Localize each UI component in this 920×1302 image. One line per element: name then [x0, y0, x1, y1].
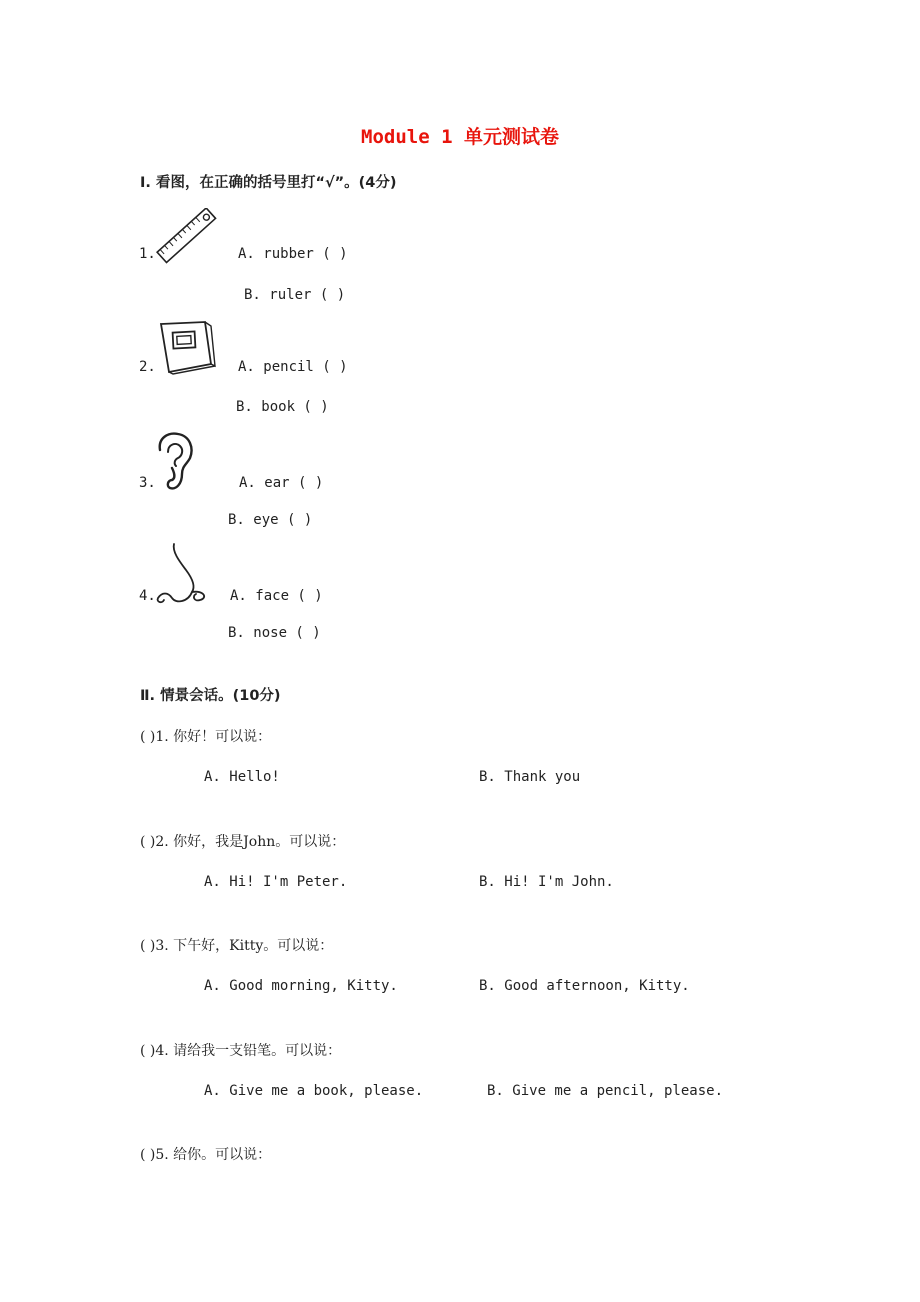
- item-number: 2.: [139, 359, 156, 375]
- section1-heading: Ⅰ. 看图，在正确的括号里打“√”。(4分): [140, 175, 397, 191]
- item-number: 4.: [139, 588, 156, 604]
- option-b: B. ruler ( ): [244, 287, 346, 303]
- option-b: B. Hi! I'm John.: [479, 874, 614, 890]
- option-b: B. nose ( ): [228, 625, 321, 641]
- option-a: A. Hi! I'm Peter.: [204, 874, 348, 890]
- option-a: A. pencil ( ): [238, 359, 348, 375]
- option-a: A. Give me a book, please.: [204, 1083, 424, 1099]
- item-number: 3.: [139, 475, 156, 491]
- section2-heading: Ⅱ. 情景会话。(10分): [140, 688, 281, 704]
- option-a: A. rubber ( ): [238, 246, 348, 262]
- question-4: ( )4. 请给我一支铅笔。可以说：: [140, 1043, 342, 1059]
- question-1: ( )1. 你好！可以说：: [140, 729, 272, 745]
- option-a: A. Good morning, Kitty.: [204, 978, 398, 994]
- nose-icon: [152, 542, 210, 606]
- option-b: B. Good afternoon, Kitty.: [479, 978, 690, 994]
- page-title: Module 1 单元测试卷: [361, 126, 559, 148]
- question-5: ( )5. 给你。可以说：: [140, 1147, 272, 1163]
- option-b: B. Give me a pencil, please.: [487, 1083, 724, 1099]
- ear-icon: [152, 430, 196, 492]
- option-b: B. Thank you: [479, 769, 581, 785]
- option-b: B. eye ( ): [228, 512, 313, 528]
- item-number: 1.: [139, 246, 156, 262]
- question-2: ( )2. 你好，我是John。可以说：: [140, 834, 346, 850]
- ruler-icon: [156, 208, 218, 264]
- question-3: ( )3. 下午好，Kitty。可以说：: [140, 938, 334, 954]
- option-a: A. face ( ): [230, 588, 323, 604]
- option-a: A. ear ( ): [239, 475, 324, 491]
- book-icon: [157, 320, 217, 376]
- option-b: B. book ( ): [236, 399, 329, 415]
- option-a: A. Hello!: [204, 769, 280, 785]
